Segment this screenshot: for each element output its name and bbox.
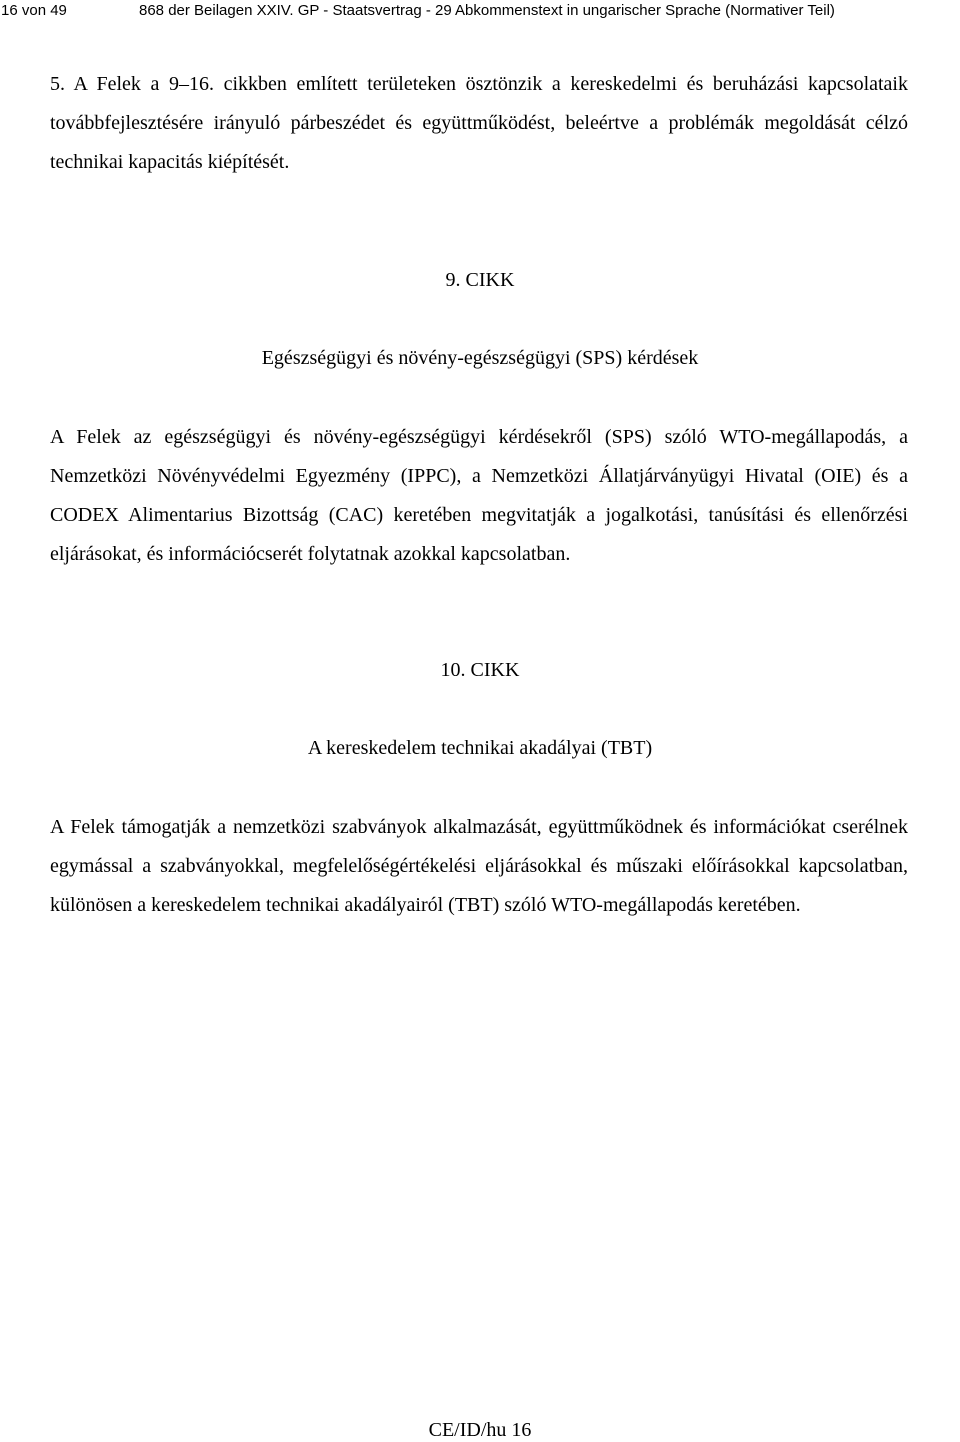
page-footer bbox=[0, 1418, 960, 1442]
article-9-heading: 9. CIKK bbox=[445, 269, 515, 291]
document-title: 868 der Beilagen XXIV. GP - Staatsvertrag - 29 Abkommenstext in ungarischer Sprache (Normativer Teil) bbox=[139, 2, 835, 19]
intro-paragraph: 5. A Felek a 9–16. cikkben említett területeken ösztönzik a kereskedelmi és beruházási kapcsolataik továbbfejlesztésére irányuló párbeszédet és együttműködést, beleértve a problémák megoldását célzó technikai kapacitás kiépítését. bbox=[50, 73, 908, 173]
footer-page-code: CE/ID/hu 16 bbox=[428, 1419, 532, 1441]
article-9-subheading: Egészségügyi és növény-egészségügyi (SPS) kérdések bbox=[261, 347, 699, 369]
article-10-subheading: A kereskedelem technikai akadályai (TBT) bbox=[307, 737, 653, 759]
page-counter: 16 von 49 bbox=[1, 2, 67, 19]
article-10-heading: 10. CIKK bbox=[440, 659, 520, 681]
article-10-paragraph: A Felek támogatják a nemzetközi szabványok alkalmazását, együttműködnek és információkat cserélnek egymással a szabványokkal, megfelelőségértékelési eljárásokkal és műszaki előírásokkal kapcsolatban, különösen a kereskedelem technikai akadályairól (TBT) szóló WTO-megállapodás keretében. bbox=[50, 816, 908, 916]
article-9-paragraph: A Felek az egészségügyi és növény-egészségügyi kérdésekről (SPS) szóló WTO-megállapodás, a Nemzetközi Növényvédelmi Egyezmény (IPPC), a Nemzetközi Állatjárványügyi Hivatal (OIE) és a CODEX Alimentarius Bizottság (CAC) keretében megvitatják a jogalkotási, tanúsítási és ellenőrzési eljárásokat, és információcserét folytatnak azokkal kapcsolatban. bbox=[50, 426, 908, 565]
